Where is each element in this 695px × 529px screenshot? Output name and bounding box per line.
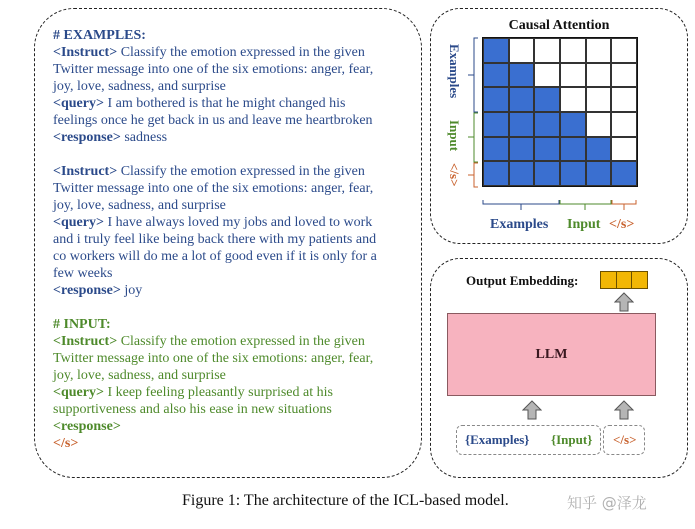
mask-cell xyxy=(483,161,509,186)
llm-block: LLM xyxy=(447,313,656,396)
query-text: I keep feeling pleasantly surprised at his xyxy=(103,385,333,400)
embedding-cell xyxy=(617,272,633,288)
mask-cell xyxy=(611,63,637,88)
mask-cell xyxy=(483,137,509,162)
mask-cell xyxy=(509,112,535,137)
row-label-examples: Examples xyxy=(447,44,462,99)
example-block-2 xyxy=(53,163,413,299)
input-block xyxy=(53,316,413,452)
output-embedding xyxy=(600,271,648,289)
mask-cell xyxy=(483,38,509,63)
figure-caption: Figure 1: The architecture of the ICL-based model. xyxy=(182,492,509,509)
row-label-eos: </s> xyxy=(447,163,462,187)
input-eos-label: </s> xyxy=(613,432,637,447)
instruct-text: Twitter message into one of the six emotions: anger, fear, xyxy=(53,181,374,196)
response-tag: <response> xyxy=(53,419,121,434)
query-text: I have always loved my jobs and loved to work xyxy=(103,215,373,230)
instruct-text: Classify the emotion expressed in the given xyxy=(117,45,365,60)
mask-cell xyxy=(560,161,586,186)
prompt-text xyxy=(53,27,413,469)
row-brackets xyxy=(462,37,482,189)
mask-cell xyxy=(586,137,612,162)
instruct-text: Twitter message into one of the six emotions: anger, fear, xyxy=(53,351,374,366)
mask-cell xyxy=(611,38,637,63)
response-value: joy xyxy=(120,283,143,298)
input-header: # INPUT: xyxy=(53,317,111,332)
mask-cell xyxy=(509,63,535,88)
embedding-cell xyxy=(632,272,647,288)
mask-cell xyxy=(534,38,560,63)
response-tag: <response> xyxy=(53,283,121,298)
up-arrow-icon xyxy=(614,292,634,312)
instruct-text: joy, love, sadness, and surprise xyxy=(53,198,226,213)
mask-cell xyxy=(586,63,612,88)
mask-cell xyxy=(560,112,586,137)
instruct-tag: <Instruct> xyxy=(53,164,118,179)
col-label-examples: Examples xyxy=(490,217,549,232)
query-text: co workers will do me a lot of good even if it is only for a xyxy=(53,249,377,264)
query-text: feelings once he get back in us and leave me heartbroken xyxy=(53,113,373,128)
instruct-tag: <Instruct> xyxy=(53,334,118,349)
instruct-text: joy, love, sadness, and surprise xyxy=(53,79,226,94)
instruct-text: joy, love, sadness, and surprise xyxy=(53,368,226,383)
mask-cell xyxy=(586,87,612,112)
mask-cell xyxy=(560,87,586,112)
mask-cell xyxy=(534,112,560,137)
eos-tag: </s> xyxy=(53,436,79,451)
mask-cell xyxy=(534,87,560,112)
attention-title: Causal Attention xyxy=(508,18,610,33)
mask-cell xyxy=(509,161,535,186)
mask-cell xyxy=(483,63,509,88)
attention-mask-grid xyxy=(482,37,638,187)
input-examples-label: {Examples} xyxy=(465,432,530,447)
mask-cell xyxy=(483,112,509,137)
query-tag: <query> xyxy=(53,215,104,230)
output-embedding-label: Output Embedding: xyxy=(466,273,579,288)
input-input-label: {Input} xyxy=(551,432,593,447)
mask-cell xyxy=(586,112,612,137)
query-text: few weeks xyxy=(53,266,113,281)
mask-cell xyxy=(611,112,637,137)
column-brackets xyxy=(482,198,642,214)
up-arrow-icon xyxy=(522,400,542,420)
col-label-input: Input xyxy=(567,217,601,232)
instruct-text: Classify the emotion expressed in the given xyxy=(117,334,365,349)
mask-cell xyxy=(509,137,535,162)
mask-cell xyxy=(560,137,586,162)
mask-cell xyxy=(534,161,560,186)
watermark: 知乎 @泽龙 xyxy=(567,494,647,512)
response-tag: <response> xyxy=(53,130,121,145)
query-tag: <query> xyxy=(53,385,104,400)
mask-cell xyxy=(509,87,535,112)
instruct-text: Twitter message into one of the six emotions: anger, fear, xyxy=(53,62,374,77)
instruct-text: Classify the emotion expressed in the given xyxy=(117,164,365,179)
example-block-1 xyxy=(53,27,413,146)
mask-cell xyxy=(586,38,612,63)
mask-cell xyxy=(611,87,637,112)
mask-cell xyxy=(509,38,535,63)
mask-cell xyxy=(611,137,637,162)
query-tag: <query> xyxy=(53,96,104,111)
mask-cell xyxy=(611,161,637,186)
query-text: supportiveness and also his ease in new situations xyxy=(53,402,332,417)
query-text: and i truly feel like being back there with my patients and xyxy=(53,232,377,247)
examples-header: # EXAMPLES: xyxy=(53,28,146,43)
mask-cell xyxy=(586,161,612,186)
mask-cell xyxy=(483,87,509,112)
embedding-cell xyxy=(601,272,617,288)
col-label-eos: </s> xyxy=(609,217,635,232)
response-value: sadness xyxy=(120,130,168,145)
up-arrow-icon xyxy=(614,400,634,420)
mask-cell xyxy=(534,63,560,88)
row-label-input: Input xyxy=(447,120,462,152)
query-text: I am bothered is that he might changed his xyxy=(103,96,346,111)
mask-cell xyxy=(560,38,586,63)
mask-cell xyxy=(534,137,560,162)
instruct-tag: <Instruct> xyxy=(53,45,118,60)
mask-cell xyxy=(560,63,586,88)
